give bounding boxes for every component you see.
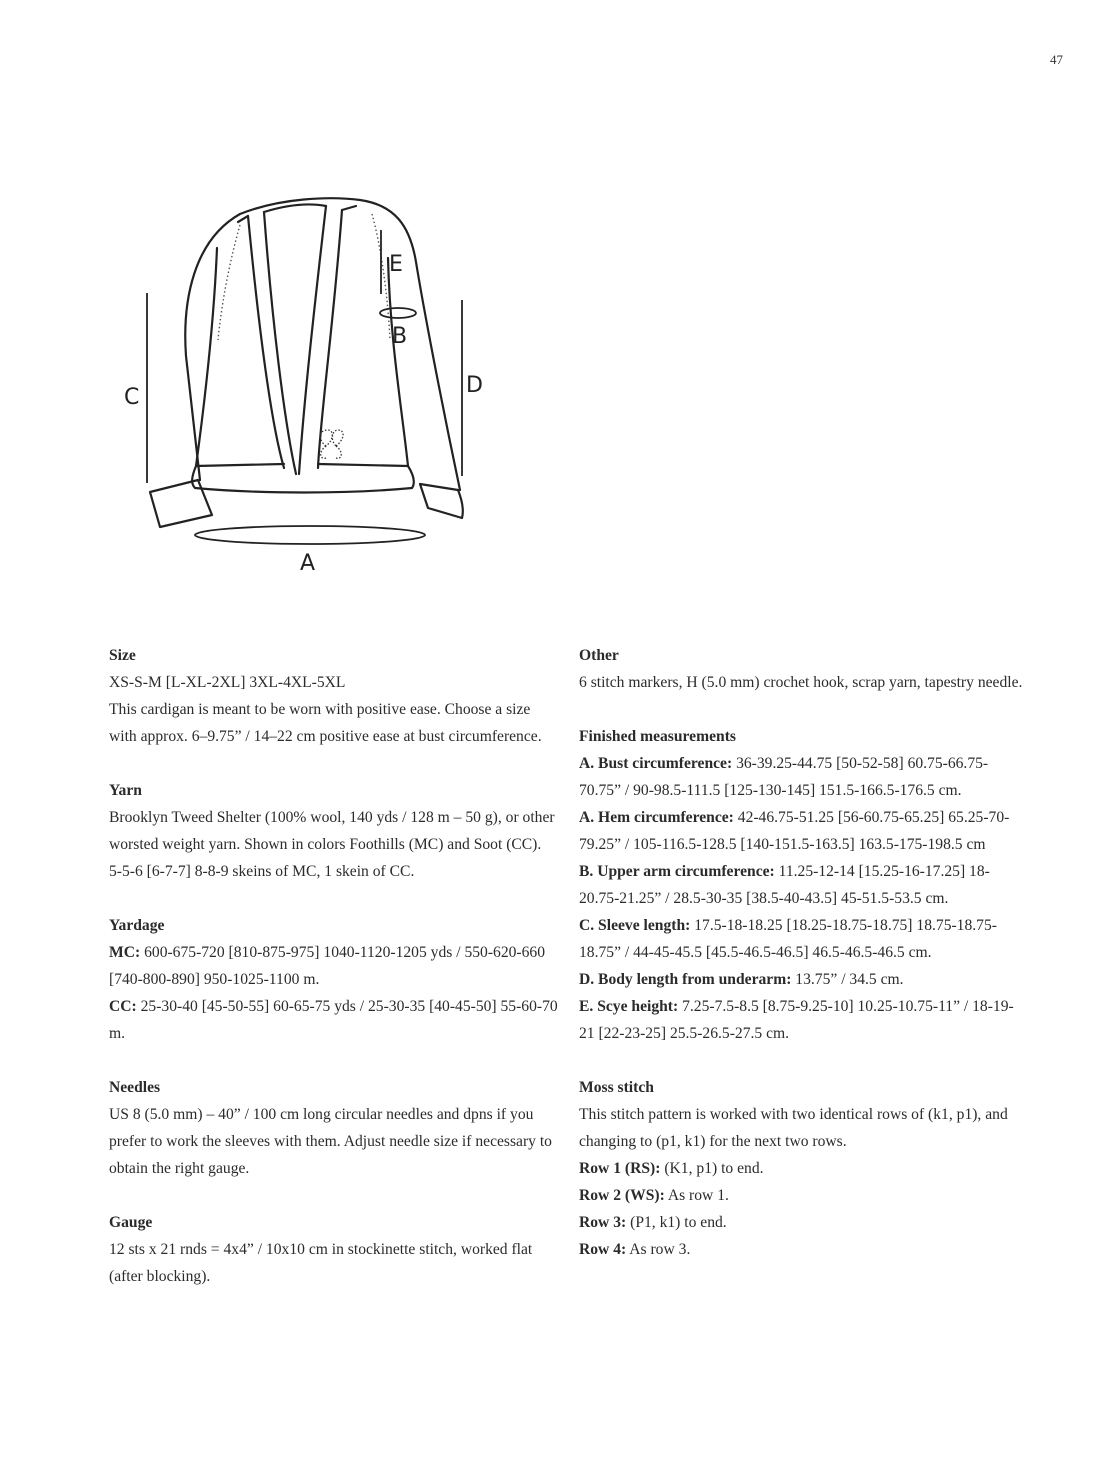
measurement-label: A. Hem circumference:	[579, 809, 734, 826]
size-section	[109, 642, 559, 750]
yardage-mc-value: 600-675-720 [810-875-975] 1040-1120-1205 yds / 550-620-660 [740-800-890] 950-1025-1100 m.	[109, 944, 546, 988]
measurement-label: A. Bust circumference:	[579, 755, 733, 772]
gauge-heading: Gauge	[109, 1214, 153, 1231]
knot-motif-icon	[320, 430, 343, 458]
needles-text: US 8 (5.0 mm) – 40” / 100 cm long circular needles and dpns if you prefer to work the sleeves with them. Adjust needle size if necessary to obtain the right gauge.	[109, 1106, 552, 1177]
measurement-item	[579, 804, 1029, 858]
size-note: This cardigan is meant to be worn with positive ease. Choose a size with approx. 6–9.75” / 14–22 cm positive ease at bust circumference.	[109, 701, 542, 745]
measurement-label: C. Sleeve length:	[579, 917, 691, 934]
size-heading: Size	[109, 647, 136, 664]
measurement-value: 11.25-12-14 [15.25-16-17.25] 18-20.75-21.25” / 28.5-30-35 [38.5-40-43.5] 45-51.5-53.5 cm.	[579, 863, 990, 907]
measurement-value: 13.75” / 34.5 cm.	[795, 971, 904, 988]
measurement-value: 36-39.25-44.75 [50-52-58] 60.75-66.75-70.75” / 90-98.5-111.5 [125-130-145] 151.5-166.5-176.5 cm.	[579, 755, 989, 799]
row-instruction: As row 1.	[667, 1187, 729, 1204]
row-instruction: (P1, k1) to end.	[630, 1214, 727, 1231]
gauge-section	[109, 1209, 559, 1290]
yardage-mc	[109, 939, 559, 993]
measurement-value: 17.5-18-18.25 [18.25-18.75-18.75] 18.75-18.75-18.75” / 44-45-45.5 [45.5-46.5-46.5] 46.5-46.5-46.5 cm.	[579, 917, 997, 961]
moss-stitch-intro: This stitch pattern is worked with two identical rows of (k1, p1), and changing to (p1, k1) for the next two rows.	[579, 1106, 1008, 1150]
measurement-item	[579, 750, 1029, 804]
finished-measurements-heading: Finished measurements	[579, 728, 736, 745]
yardage-cc-value: 25-30-40 [45-50-55] 60-65-75 yds / 25-30-35 [40-45-50] 55-60-70 m.	[109, 998, 558, 1042]
measurement-item	[579, 858, 1029, 912]
needles-heading: Needles	[109, 1079, 161, 1096]
left-column	[109, 642, 559, 1317]
cardigan-schematic	[100, 180, 520, 590]
other-heading: Other	[579, 647, 619, 664]
measurement-label: E. Scye height:	[579, 998, 679, 1015]
label-e: E	[389, 252, 403, 277]
other-text: 6 stitch markers, H (5.0 mm) crochet hook, scrap yarn, tapestry needle.	[579, 674, 1023, 691]
measurement-label: B. Upper arm circumference:	[579, 863, 775, 880]
size-list: XS-S-M [L-XL-2XL] 3XL-4XL-5XL	[109, 674, 346, 691]
row-instruction: As row 3.	[629, 1241, 691, 1258]
moss-stitch-row	[579, 1236, 1029, 1263]
row-label: Row 3:	[579, 1214, 627, 1231]
moss-stitch-heading: Moss stitch	[579, 1079, 654, 1096]
moss-stitch-row	[579, 1209, 1029, 1236]
row-label: Row 2 (WS):	[579, 1187, 665, 1204]
gauge-text: 12 sts x 21 rnds = 4x4” / 10x10 cm in stockinette stitch, worked flat (after blocking).	[109, 1241, 533, 1285]
moss-stitch-row	[579, 1182, 1029, 1209]
measurement-label: D. Body length from underarm:	[579, 971, 792, 988]
yarn-heading: Yarn	[109, 782, 142, 799]
measurement-item	[579, 912, 1029, 966]
row-label: Row 4:	[579, 1241, 627, 1258]
finished-measurements-section	[579, 723, 1029, 1047]
measurement-value: 7.25-7.5-8.5 [8.75-9.25-10] 10.25-10.75-11” / 18-19-21 [22-23-25] 25.5-26.5-27.5 cm.	[579, 998, 1014, 1042]
measurement-value: 42-46.75-51.25 [56-60.75-65.25] 65.25-70-79.25” / 105-116.5-128.5 [140-151.5-163.5] 163.5-175-198.5 cm	[579, 809, 1010, 853]
yarn-description: Brooklyn Tweed Shelter (100% wool, 140 yds / 128 m – 50 g), or other worsted weight yarn. Shown in colors Foothills (MC) and Soot (CC).	[109, 809, 555, 853]
label-a: A	[300, 551, 316, 576]
yarn-quantity: 5-5-6 [6-7-7] 8-8-9 skeins of MC, 1 skein of CC.	[109, 863, 415, 880]
yardage-cc	[109, 993, 559, 1047]
row-instruction: (K1, p1) to end.	[664, 1160, 764, 1177]
yardage-heading: Yardage	[109, 917, 165, 934]
yardage-mc-label: MC:	[109, 944, 141, 961]
needles-section	[109, 1074, 559, 1182]
page-number: 47	[1050, 52, 1063, 67]
other-section	[579, 642, 1029, 696]
measurement-item	[579, 993, 1029, 1047]
moss-stitch-row	[579, 1155, 1029, 1182]
measurement-item	[579, 966, 1029, 993]
yardage-section	[109, 912, 559, 1047]
yarn-section	[109, 777, 559, 885]
label-b: B	[392, 324, 408, 349]
yardage-cc-label: CC:	[109, 998, 137, 1015]
row-label: Row 1 (RS):	[579, 1160, 661, 1177]
right-column	[579, 642, 1029, 1290]
moss-stitch-section	[579, 1074, 1029, 1263]
label-c: C	[124, 385, 140, 410]
label-d: D	[466, 373, 483, 398]
